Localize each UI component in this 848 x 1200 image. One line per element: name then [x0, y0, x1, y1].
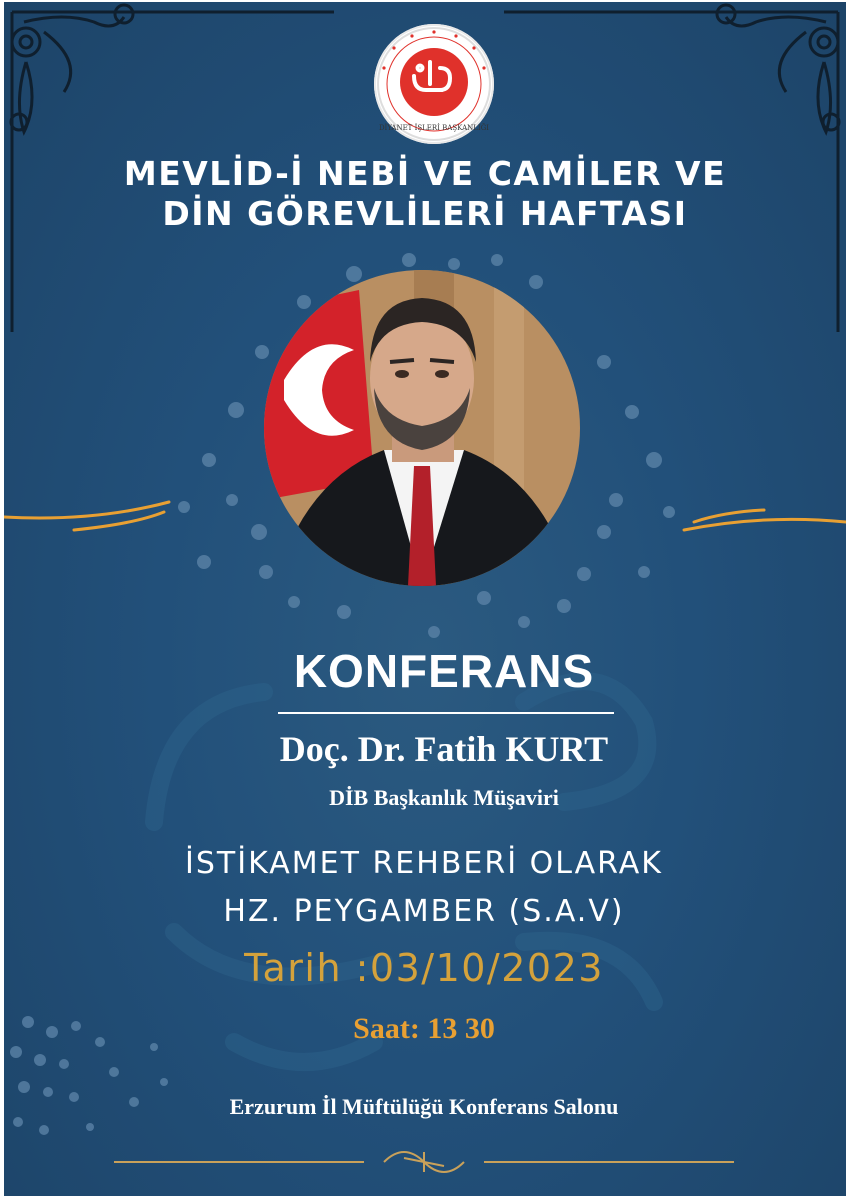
speaker-role: DİB Başkanlık Müşaviri	[329, 785, 559, 810]
speaker-name: Doç. Dr. Fatih KURT	[279, 729, 609, 769]
poster-title	[44, 154, 806, 234]
topic-line-1: İSTİKAMET REHBERİ OLARAK	[185, 846, 663, 881]
speaker-photo	[264, 270, 580, 586]
event-time: Saat: 13 30	[353, 1012, 495, 1045]
bottom-ornament	[114, 1152, 734, 1172]
orange-swoosh-left	[4, 502, 169, 530]
speaker-portrait-icon	[264, 270, 580, 586]
diyanet-emblem-icon	[374, 24, 494, 144]
topic-line-2: HZ. PEYGAMBER (S.A.V)	[223, 894, 625, 929]
orange-swoosh-right	[684, 510, 846, 530]
diyanet-logo	[374, 24, 494, 144]
event-date: Tarih :03/10/2023	[244, 946, 604, 990]
heading-divider	[278, 712, 614, 714]
event-type-heading: KONFERANS	[293, 645, 595, 697]
svg-text:DİYANET İŞLERİ BAŞKANLIĞI: DİYANET İŞLERİ BAŞKANLIĞI	[378, 124, 490, 132]
conference-topic	[64, 840, 784, 936]
event-venue: Erzurum İl Müftülüğü Konferans Salonu	[229, 1094, 619, 1119]
poster	[4, 2, 846, 1196]
title-line-2: DİN GÖREVLİLERİ HAFTASI	[162, 194, 688, 233]
title-line-1: MEVLİD-İ NEBİ VE CAMİLER VE	[123, 154, 727, 193]
